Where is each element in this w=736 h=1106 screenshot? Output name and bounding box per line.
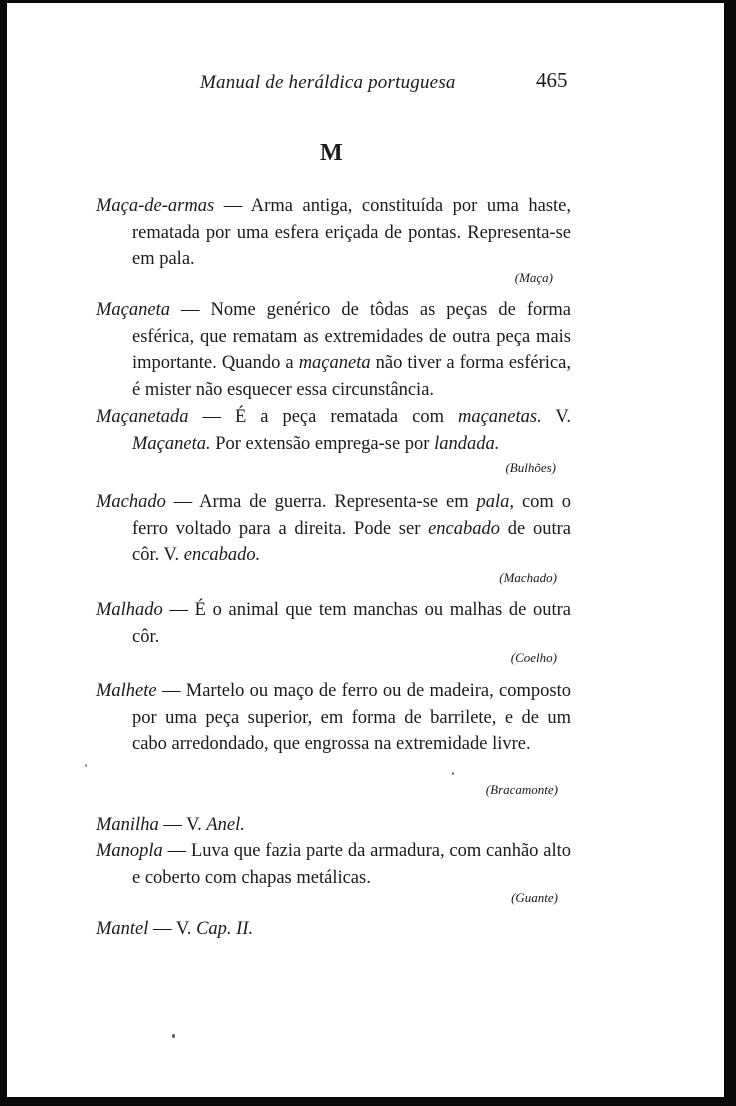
entry-text: — É o animal que tem manchas ou malhas de outra côr. — [132, 600, 571, 647]
entry-term: Manilha — [96, 815, 159, 835]
entry-machado — [96, 489, 571, 569]
running-title: Manual de heráldica portuguesa — [200, 72, 456, 93]
entry-malhete — [96, 678, 571, 758]
entry-text: de outra côr. V. — [132, 518, 571, 565]
entry-source: (Bulhões) — [505, 460, 556, 475]
entry-malhado — [96, 597, 571, 650]
ink-speck — [85, 764, 87, 767]
entry-term: Manopla — [96, 841, 163, 861]
scan-border-right — [724, 0, 736, 1106]
entry-term: Maçaneta — [96, 300, 170, 320]
entry-emphasis: Maçaneta. — [132, 433, 211, 454]
entry-source: (Coelho) — [510, 650, 557, 665]
entry-manopla — [96, 838, 571, 891]
entry-source: (Maça) — [514, 270, 553, 285]
entry-emphasis: maçaneta — [298, 353, 371, 373]
ink-speck — [172, 1034, 175, 1038]
entry-source: (Guante) — [511, 890, 558, 905]
entry-manilha — [96, 812, 571, 839]
entry-text: — V. — [148, 919, 197, 939]
entry-text: — V. — [158, 815, 207, 835]
entry-text: — Arma de guerra. Representa-se em — [165, 492, 477, 512]
entry-macaneta — [96, 297, 571, 403]
entry-mantel — [96, 916, 571, 943]
entry-emphasis: Cap. II. — [196, 919, 254, 939]
entry-emphasis: pala, — [476, 492, 515, 512]
entry-term: Malhado — [96, 600, 163, 620]
entry-text: — Martelo ou maço de ferro ou de madeira, composto por uma peça superior, em forma de barrilete, e de um cabo arredondado, que engrossa na extremidade livre. — [132, 681, 571, 754]
entry-macanetada — [96, 404, 571, 457]
section-letter: M — [320, 140, 343, 166]
scan-border-left — [0, 0, 7, 1106]
entry-source: (Bracamonte) — [485, 782, 558, 797]
entry-emphasis: landada. — [434, 433, 500, 454]
entry-emphasis: encabado. — [183, 545, 261, 565]
page-number: 465 — [536, 68, 568, 92]
entry-source: (Machado) — [499, 570, 557, 585]
entry-term: Maçanetada — [96, 407, 189, 427]
entry-text: V. — [541, 407, 571, 427]
entry-term: Malhete — [96, 681, 157, 701]
entry-text: Por extensão emprega-se por — [210, 433, 435, 454]
entry-text: — Arma antiga, constituída por uma haste, rematada por uma esfera eriçada de pontas. Representa-se em pala. — [132, 196, 571, 269]
entry-term: Mantel — [96, 919, 149, 939]
ink-speck — [452, 772, 454, 775]
entry-text: com o ferro voltado para a direita. Pode ser — [132, 492, 571, 539]
entry-text: — Luva que fazia parte da armadura, com canhão alto e coberto com chapas metálicas. — [132, 841, 571, 888]
entry-emphasis: Anel. — [206, 815, 245, 835]
entry-term: Maça-de-armas — [96, 196, 215, 216]
scan-border-top — [0, 0, 736, 3]
entry-text: — É a peça rematada com — [188, 407, 458, 427]
scan-border-bottom — [0, 1097, 736, 1106]
entry-emphasis: encabado — [428, 518, 501, 539]
entry-emphasis: maçanetas. — [457, 407, 542, 427]
entry-text: não tiver a forma esférica, é mister não esquecer essa circunstância. — [132, 353, 571, 400]
entry-text: — Nome genérico de tôdas as peças de forma esférica, que rematam as extremidades de outra peça mais importante. Quando a — [132, 300, 571, 373]
entry-maca-de-armas — [96, 193, 571, 273]
entry-term: Machado — [96, 492, 166, 512]
